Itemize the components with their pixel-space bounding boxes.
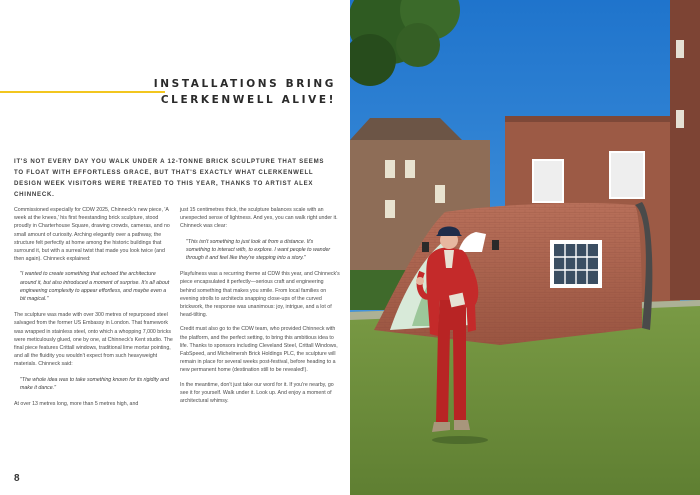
pull-quote: "The whole idea was to take something known for its rigidity and make it dance." — [20, 376, 169, 391]
body-paragraph: At over 13 metres long, more than 5 metres high, and — [14, 401, 139, 408]
photo-page — [350, 0, 700, 495]
pull-quote: "I wanted to create something that echoed the architecture around it, but also introduced a moment of surprise. It's all about engineering complexity to appear effortless, and maybe even a bit magical." — [20, 271, 170, 303]
pull-quote: "This isn't something to just look at from a distance. It's something to interact with, to explore. I want people to wander through it and feel like they're stepping into a story." — [186, 238, 331, 262]
body-paragraph: just 15 centimetres thick, the sculpture balances scale with an unexpected sense of lightness. And yes, you can walk right under it. Chinneck was clear: — [180, 207, 338, 230]
title-line-2: CLERKENWELL ALIVE! — [160, 94, 336, 106]
title-accent-rule — [0, 91, 165, 93]
body-paragraph: The sculpture was made with over 300 metres of repurposed steel salvaged from the former US Embassy in London. That framework was wrapped in stainless steel, onto which a whopping 7,000 bricks were meticulously glued, one by one, at Chinneck's Kent studio. The final piece features Crittall windows, traditional lime mortar pointing, and all the fluidity you wouldn't expect from such heavyweight materials. Chinneck said: — [14, 312, 173, 368]
body-column-right — [180, 206, 340, 411]
body-paragraph: Playfulness was a recurring theme at CDW this year, and Chinneck's piece encapsulated it perfectly—serious craft and engineering behind something that makes you smile. From local families on evening strolls to architects snapping close-ups of the curved brickwork, the response was unanimous: joy, intrigue, and a lot of head-tilting. — [180, 271, 340, 319]
page-number: 8 — [14, 473, 20, 484]
sculpture-photo — [350, 0, 700, 495]
intro-paragraph: IT'S NOT EVERY DAY YOU WALK UNDER A 12-TONNE BRICK SCULPTURE THAT SEEMS TO FLOAT WITH EFFORTLESS GRACE, BUT THAT'S EXACTLY WHAT CLERKENWELL DESIGN WEEK VISITORS WERE TREATED TO THIS YEAR, THANKS TO ARTIST ALEX CHINNECK. — [14, 158, 325, 198]
body-paragraph: Commissioned especially for CDW 2025, Chinneck's new piece, 'A week at the knees,' his first freestanding brick sculpture, stood proudly in Charterhouse Square, drawing crowds, cameras, and no small amount of curiosity. Arching elegantly over a pathway, the structure felt perfectly at home among the historic buildings that surround it, but with a surreal twist that made you look twice (and then again). Chinneck explained: — [14, 207, 170, 263]
body-paragraph: In the meantime, don't just take our word for it. If you're nearby, go see it for yourself. Walk under it. Look up. And enjoy a moment of architectural whimsy. — [180, 381, 334, 405]
body-paragraph: Credit must also go to the CDW team, who provided Chinneck with the platform, and the perfect setting, to bring this ambitious idea to life. Thanks to sponsors including Cleveland Steel, Crittall Windows, FabSpeed, and Michelmersh Brick Holdings PLC, the sculpture will remain in place for several weeks post-festival, before heading to a new permanent home (destination still to be revealed!). — [180, 326, 338, 374]
body-column-left — [14, 206, 174, 414]
title-line-1: INSTALLATIONS BRING — [153, 78, 336, 90]
